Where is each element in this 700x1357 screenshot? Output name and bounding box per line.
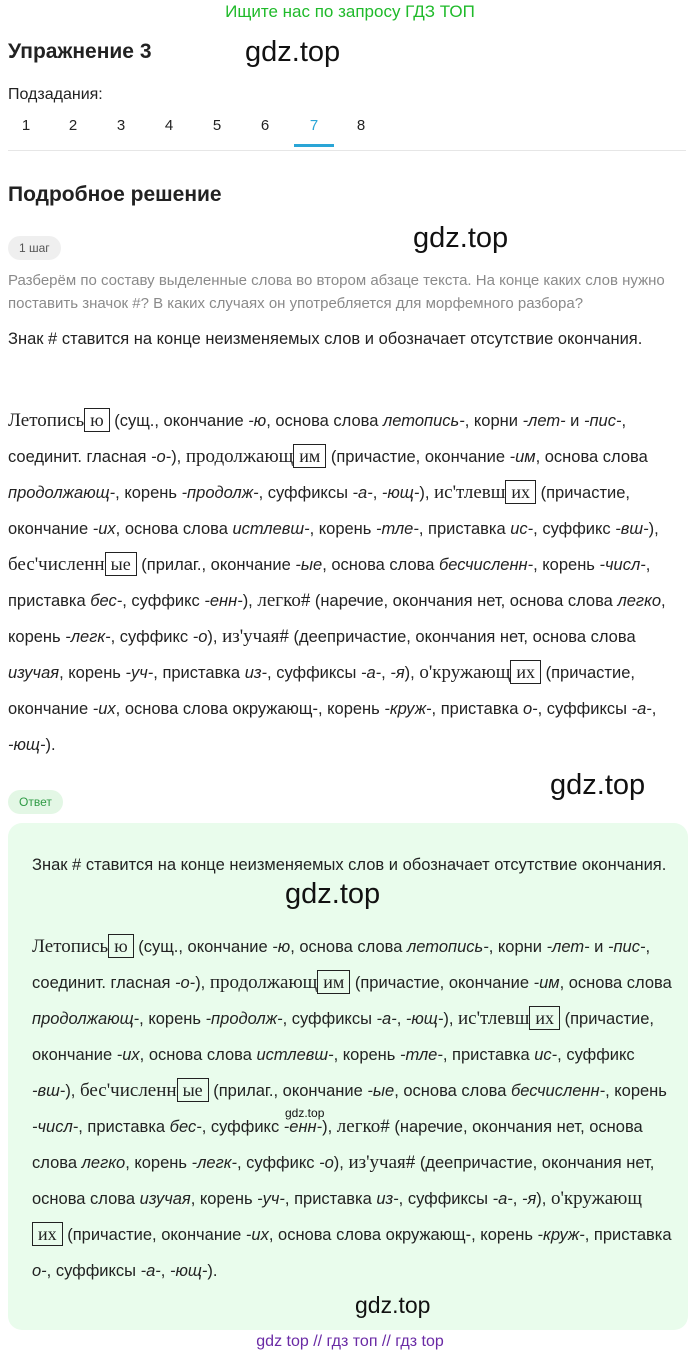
answer-analysis: Летопись ю (сущ., окончание -ю, основа слова летопись-, корни -лет- и -пис-, соединит. гласная -о-), продолжающ им (причастие, окончание -им, основа слова продолжающ-, корень -продолж-, суффиксы -а-, -ющ-), ис'тлевш их (причастие, окончание -их, основа слова истлевш-, корень -тле-, приставка ис-, суффикс -вш-), бес'численн ые (прилаг., окончание -ые, основа слова бесчисленн-, корень -числ-, приставка бес-, суффикс -енн-), легко# (наречие, окончания нет, основа слова легко, корень -легк-, суффикс -о), из'учая# (деепричастие, окончания нет, основа слова изучая, корень -уч-, приставка из-, суффиксы -а-, -я), о'кружающих (причастие, окончание -их, основа слова окружающ-, корень -круж-, приставка о-, суффиксы -а-, -ющ-). — [32, 936, 672, 1280]
tab-4[interactable]: 4 — [164, 117, 174, 134]
morpheme-analysis: Летопись ю (сущ., окончание -ю, основа слова летопись-, корни -лет- и -пис-, соединит. гласная -о-), продолжающ им (причастие, окончание -им, основа слова продолжающ-, корень -продолж-, суффиксы -а-, -ющ-), ис'тлевш их (причастие, окончание -их, основа слова истлевш-, корень -тле-, приставка ис-, суффикс -вш-), бес'численн ые (прилаг., окончание -ые, основа слова бесчисленн-, корень -числ-, приставка бес-, суффикс -енн-), легко# (наречие, окончания нет, основа слова легко, корень -легк-, суффикс -о), из'учая# (деепричастие, окончания нет, основа слова изучая, корень -уч-, приставка из-, суффиксы -а-, -я), о'кружающ их (причастие, окончание -их, основа слова окружающ-, корень -круж-, приставка о-, суффиксы -а-, -ющ-). — [8, 410, 666, 754]
subtasks-label: Подзадания: — [8, 86, 103, 103]
question-text: Разберём по составу выделенные слова во втором абзаце текста. На конце каких слов нужно поставить значок #? В каких случаях он употребляется для морфемного разбора? — [8, 272, 665, 312]
tab-1[interactable]: 1 — [21, 117, 31, 134]
solution-title: Подробное решение — [8, 183, 222, 206]
watermark-small: gdz.top — [285, 1106, 325, 1120]
watermark: gdz.top — [550, 769, 646, 801]
watermark: gdz.top — [413, 222, 509, 254]
promo-banner[interactable]: Ищите нас по запросу ГДЗ ТОП — [225, 2, 475, 21]
page-title: Упражнение 3 — [8, 40, 152, 63]
tab-5[interactable]: 5 — [212, 117, 222, 134]
tab-7[interactable]: 7 — [294, 113, 334, 147]
step-badge: 1 шаг — [8, 236, 61, 260]
footer-links[interactable]: gdz top // гдз топ // гдз top — [256, 1333, 444, 1350]
answer-intro: Знак # ставится на конце неизменяемых слов и обозначает отсутствие окончания. — [32, 856, 667, 874]
tab-6[interactable]: 6 — [260, 117, 270, 134]
tab-3[interactable]: 3 — [116, 117, 126, 134]
intro-text: Знак # ставится на конце неизменяемых слов и обозначает отсутствие окончания. — [8, 330, 643, 348]
tab-2[interactable]: 2 — [68, 117, 78, 134]
subtask-tabs — [0, 113, 420, 147]
watermark: gdz.top — [245, 36, 341, 68]
tab-8[interactable]: 8 — [356, 117, 366, 134]
answer-badge: Ответ — [8, 790, 63, 814]
divider — [8, 150, 686, 151]
watermark: gdz.top — [355, 1292, 431, 1318]
watermark: gdz.top — [285, 878, 381, 910]
